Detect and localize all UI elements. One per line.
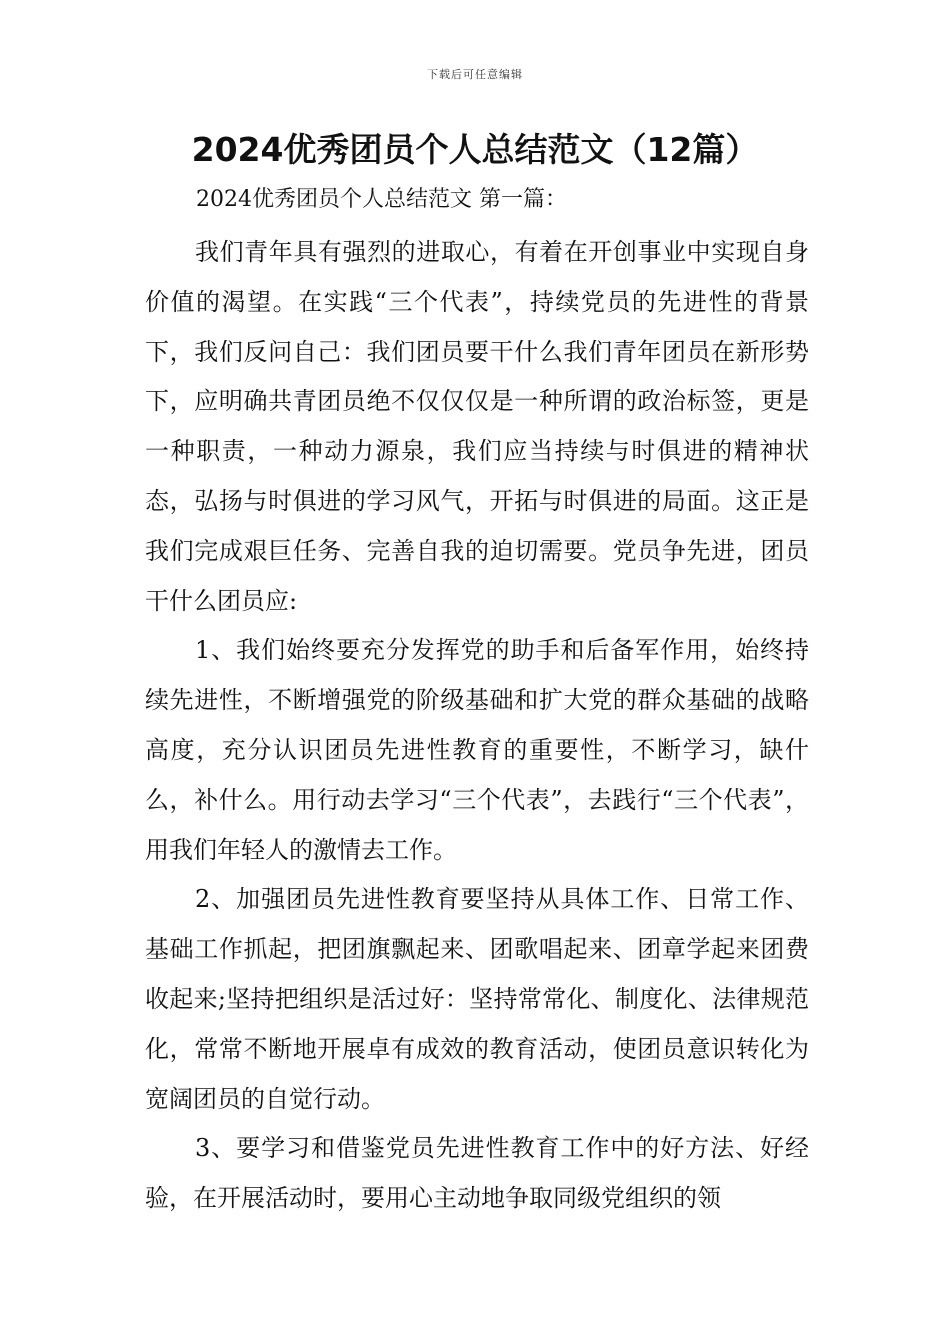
paragraph-intro: 我们青年具有强烈的进取心，有着在开创事业中实现自身价值的渴望。在实践“三个代表”，持续党员的先进性的背景下，我们反问自己：我们团员要干什么我们青年团员在新形势下，应明确共青团员绝不仅仅仅是一种所谓的政治标签，更是一种职责，一种动力源泉，我们应当持续与时俱进的精神状态，弘扬与时俱进的学习风气，开拓与时俱进的局面。这正是我们完成艰巨任务、完善自我的迫切需要。党员争先进，团员干什么团员应: (145, 238, 809, 615)
header-note: 下载后可任意编辑 (427, 68, 523, 81)
document-title: 2024优秀团员个人总结范文（12篇） (191, 130, 759, 169)
paragraph-point-1: 1、我们始终要充分发挥党的助手和后备军作用，始终持续先进性，不断增强党的阶级基础和扩大党的群众基础的战略高度，充分认识团员先进性教育的重要性，不断学习，缺什么，补什么。用行动去学习“三个代表”，去践行“三个代表”，用我们年轻人的激情去工作。 (145, 636, 809, 864)
paragraph-point-3: 3、要学习和借鉴党员先进性教育工作中的好方法、好经验，在开展活动时，要用心主动地争取同级党组织的领 (145, 1134, 809, 1213)
paragraph-point-2: 2、加强团员先进性教育要坚持从具体工作、日常工作、基础工作抓起，把团旗飘起来、团歌唱起来、团章学起来团费收起来;坚持把组织是活过好：坚持常常化、制度化、法律规范化，常常不断地开展卓有成效的教育活动，使团员意识转化为宽阔团员的自觉行动。 (145, 885, 809, 1113)
body-text (145, 228, 809, 1224)
section-heading: 2024优秀团员个人总结范文 第一篇： (196, 187, 567, 212)
